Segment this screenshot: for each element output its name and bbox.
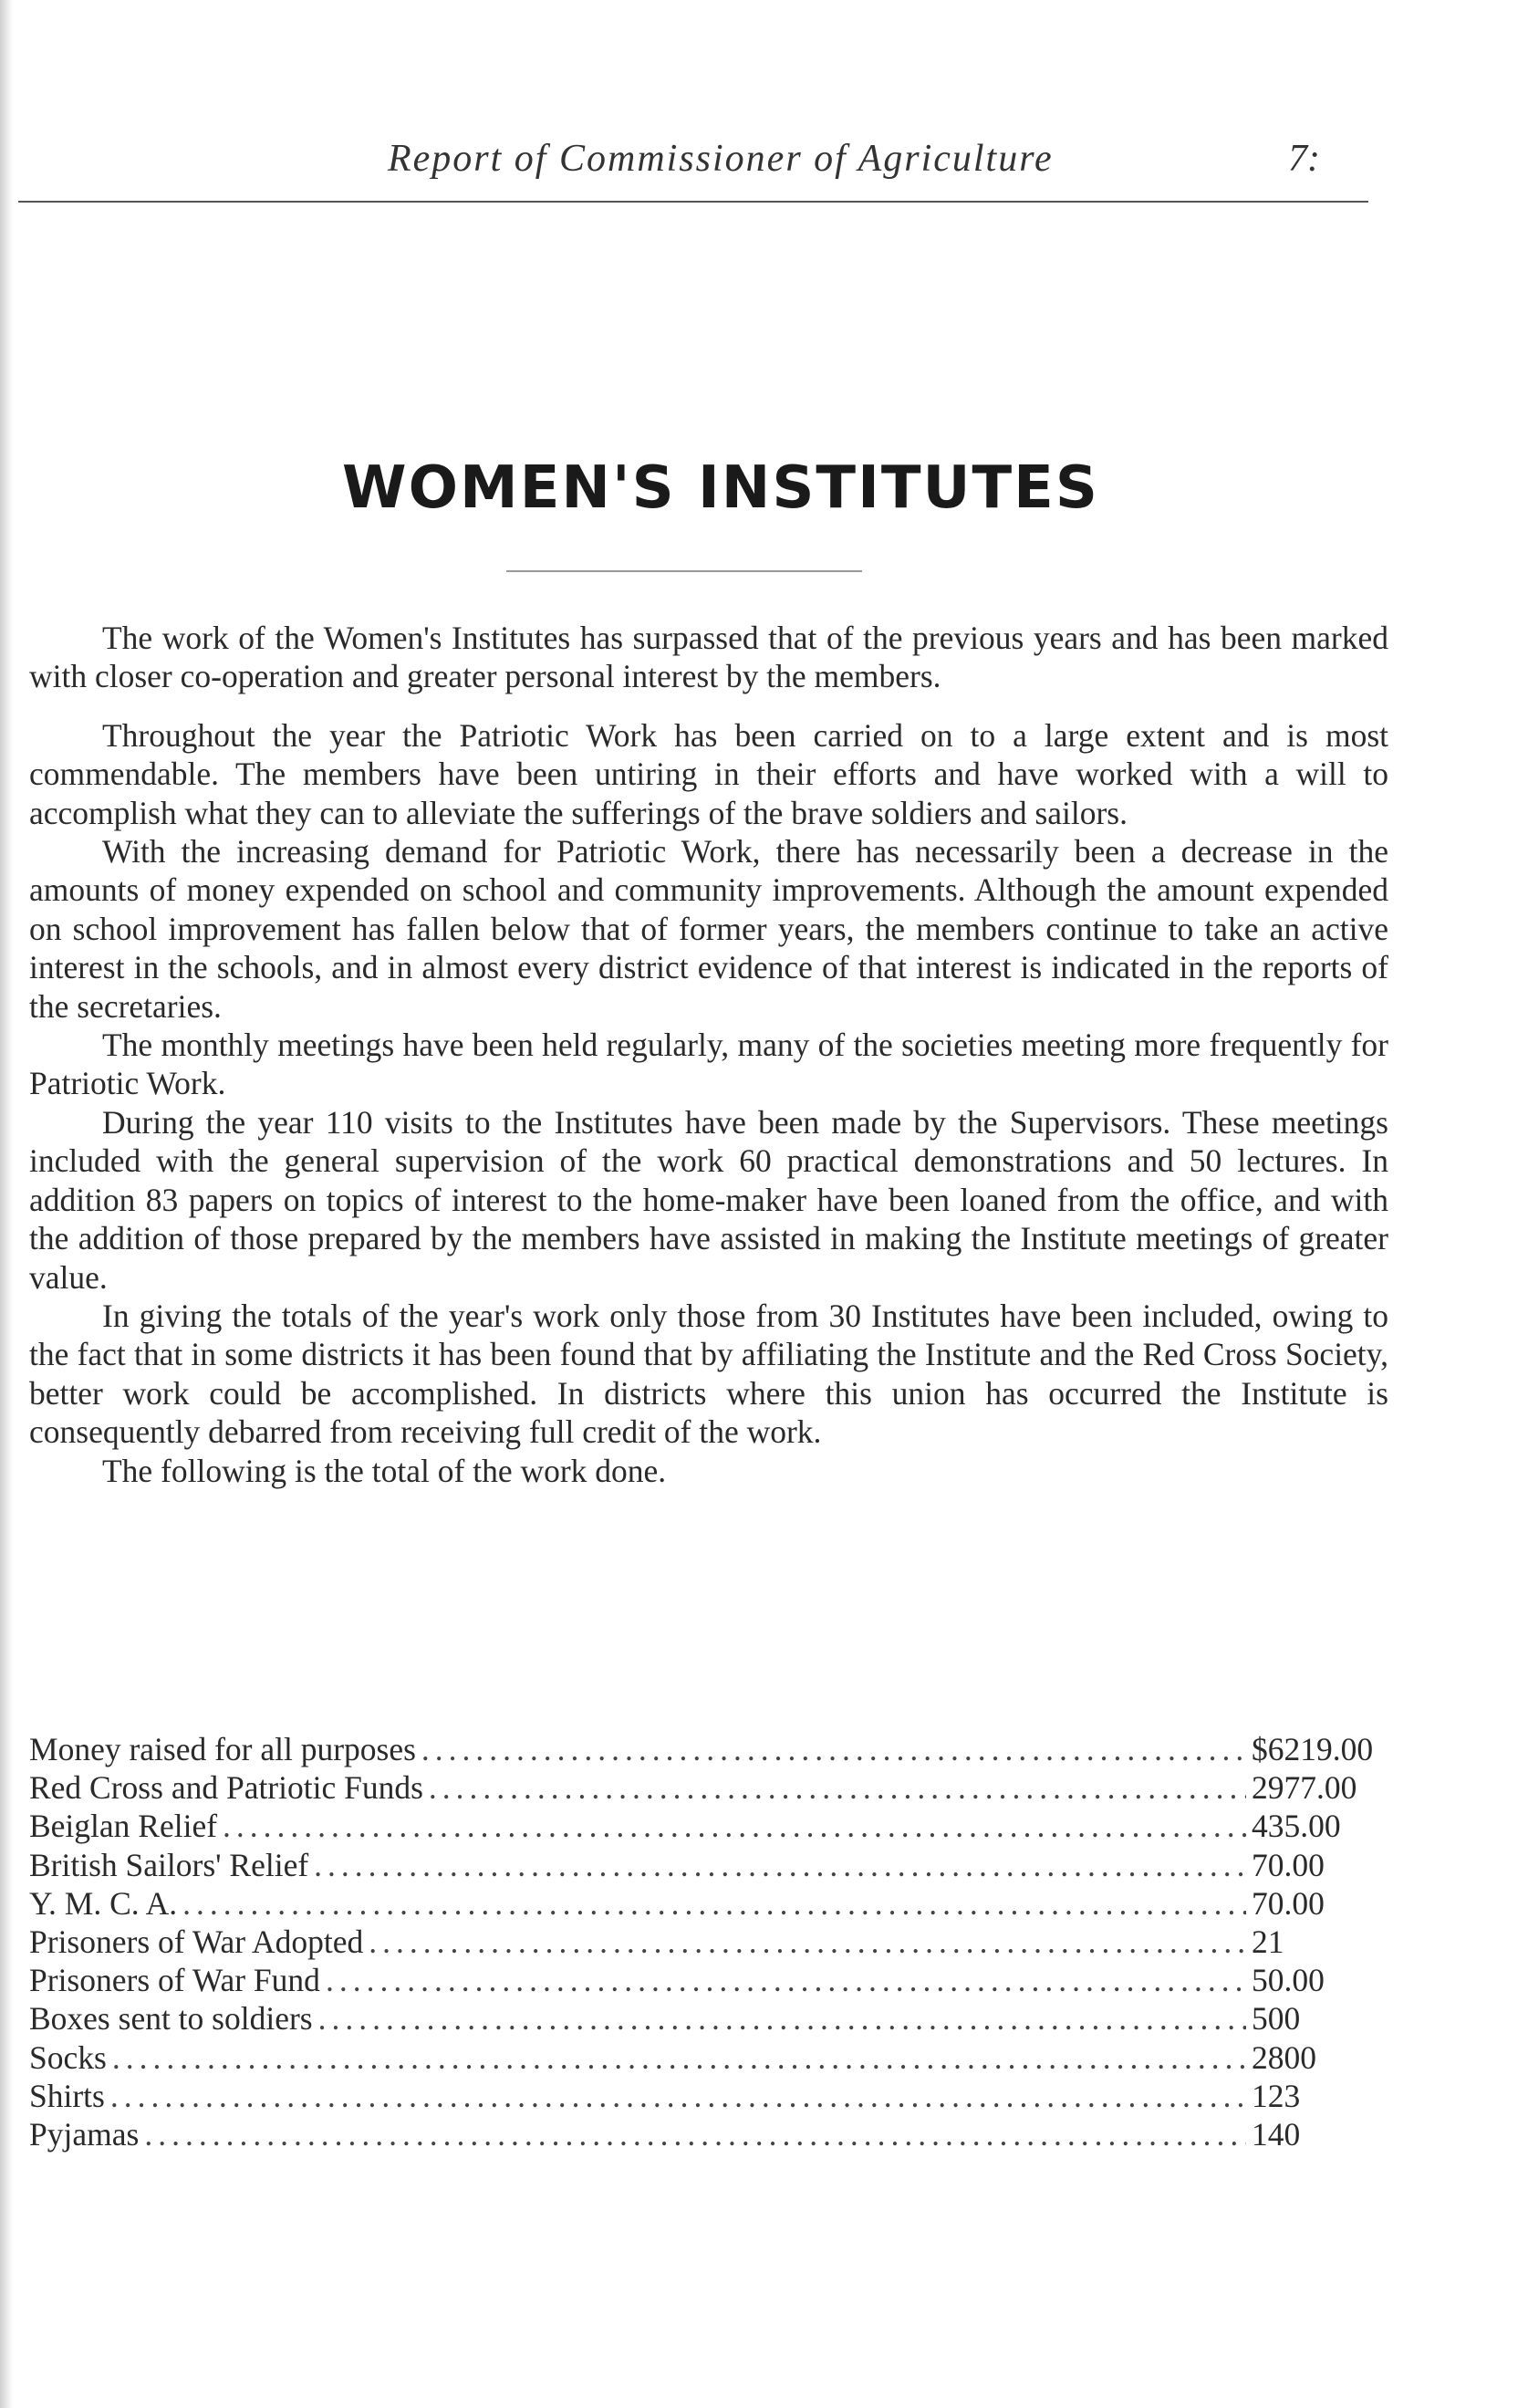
totals-label: British Sailors' Relief (29, 1846, 309, 1883)
paragraph: The monthly meetings have been held regularly, many of the societies meeting more frequently for Patriotic Work. (29, 1027, 1388, 1102)
leader-dots (144, 2115, 1246, 2153)
totals-row (29, 2077, 1388, 2115)
leader-dots (112, 2038, 1246, 2077)
totals-row (29, 2038, 1388, 2077)
totals-value: 21 (1252, 1923, 1284, 1960)
totals-value: 140 (1252, 2115, 1301, 2153)
paragraph: In giving the totals of the year's work only those from 30 Institutes have been included, owing to the fact that in some districts it has been found that by affiliating the Institute and the Red Cross Society, better work could be accomplished. In districts where this union has occurred the Institute is consequently debarred from receiving full credit of the work. (29, 1297, 1388, 1451)
totals-row (29, 1923, 1388, 1961)
totals-list (29, 1730, 1388, 2153)
leader-dots (326, 1961, 1246, 1999)
running-header (18, 137, 1387, 203)
totals-label: Prisoners of War Fund (29, 1962, 320, 1999)
totals-value: 2977.00 (1252, 1769, 1357, 1807)
totals-row (29, 1884, 1388, 1923)
totals-row (29, 1999, 1388, 2038)
paragraph: The work of the Women's Institutes has surpassed that of the previous years and has been marked with closer co-operation and greater personal interest by the members. (29, 620, 1388, 695)
body-text (29, 619, 1388, 1490)
totals-value: $6219.00 (1252, 1731, 1374, 1767)
totals-value: 435.00 (1252, 1808, 1341, 1845)
totals-label: Shirts (29, 2077, 105, 2114)
leader-dots (369, 1923, 1246, 1961)
totals-row (29, 1730, 1388, 1768)
running-title: Report of Commissioner of Agriculture (388, 138, 1054, 180)
totals-label: Beiglan Relief (29, 1808, 218, 1845)
totals-label: Pyjamas (29, 2115, 140, 2153)
totals-row (29, 1961, 1388, 1999)
leader-dots (182, 1884, 1246, 1923)
leader-dots (318, 1999, 1246, 2038)
paragraph: Throughout the year the Patriotic Work has been carried on to a large extent and is most commendable. The members have been untiring in their efforts and have worked with a will to accomplish what they can to alleviate the sufferings of the brave soldiers and sailors. (29, 716, 1388, 831)
totals-value: 70.00 (1252, 1846, 1325, 1883)
leader-dots (421, 1730, 1246, 1768)
paragraph: With the increasing demand for Patriotic Work, there has necessarily been a decrease in the amounts of money expended on school and community improvements. Although the amount expended on school improvement has fallen below that of former years, the members continue to take an active interest in the schools, and in almost every district evidence of that interest is indicated in the reports of the secretaries. (29, 833, 1388, 1025)
totals-label: Socks (29, 2038, 107, 2076)
page-edge-shadow (0, 0, 13, 2408)
leader-dots (223, 1807, 1246, 1845)
totals-label: Boxes sent to soldiers (29, 2000, 313, 2038)
header-rule (18, 201, 1368, 203)
totals-value: 2800 (1252, 2038, 1316, 2076)
section-title: WOMEN'S INSTITUTES (342, 454, 1099, 522)
leader-dots (429, 1768, 1246, 1807)
totals-label: Money raised for all purposes (29, 1731, 416, 1767)
totals-label: Red Cross and Patriotic Funds (29, 1769, 423, 1807)
totals-value: 500 (1252, 2000, 1301, 2038)
page-number: 7: (1288, 138, 1320, 180)
totals-label: Y. M. C. A. (29, 1884, 178, 1922)
totals-label: Prisoners of War Adopted (29, 1923, 364, 1960)
totals-value: 123 (1252, 2077, 1301, 2114)
totals-row (29, 2115, 1388, 2153)
totals-row (29, 1846, 1388, 1884)
leader-dots (314, 1846, 1246, 1884)
leader-dots (110, 2077, 1246, 2115)
totals-row (29, 1807, 1388, 1845)
totals-row (29, 1768, 1388, 1807)
totals-value: 50.00 (1252, 1962, 1325, 1999)
paragraph: During the year 110 visits to the Institutes have been made by the Supervisors. These meetings included with the general supervision of the work 60 practical demonstrations and 50 lectures. In addition 83 papers on topics of interest to the home-maker have been loaned from the office, and with the addition of those prepared by the members have assisted in making the Institute meetings of greater value. (29, 1103, 1388, 1296)
paragraph: The following is the total of the work done. (102, 1452, 667, 1489)
totals-value: 70.00 (1252, 1884, 1325, 1922)
title-rule (506, 570, 862, 572)
